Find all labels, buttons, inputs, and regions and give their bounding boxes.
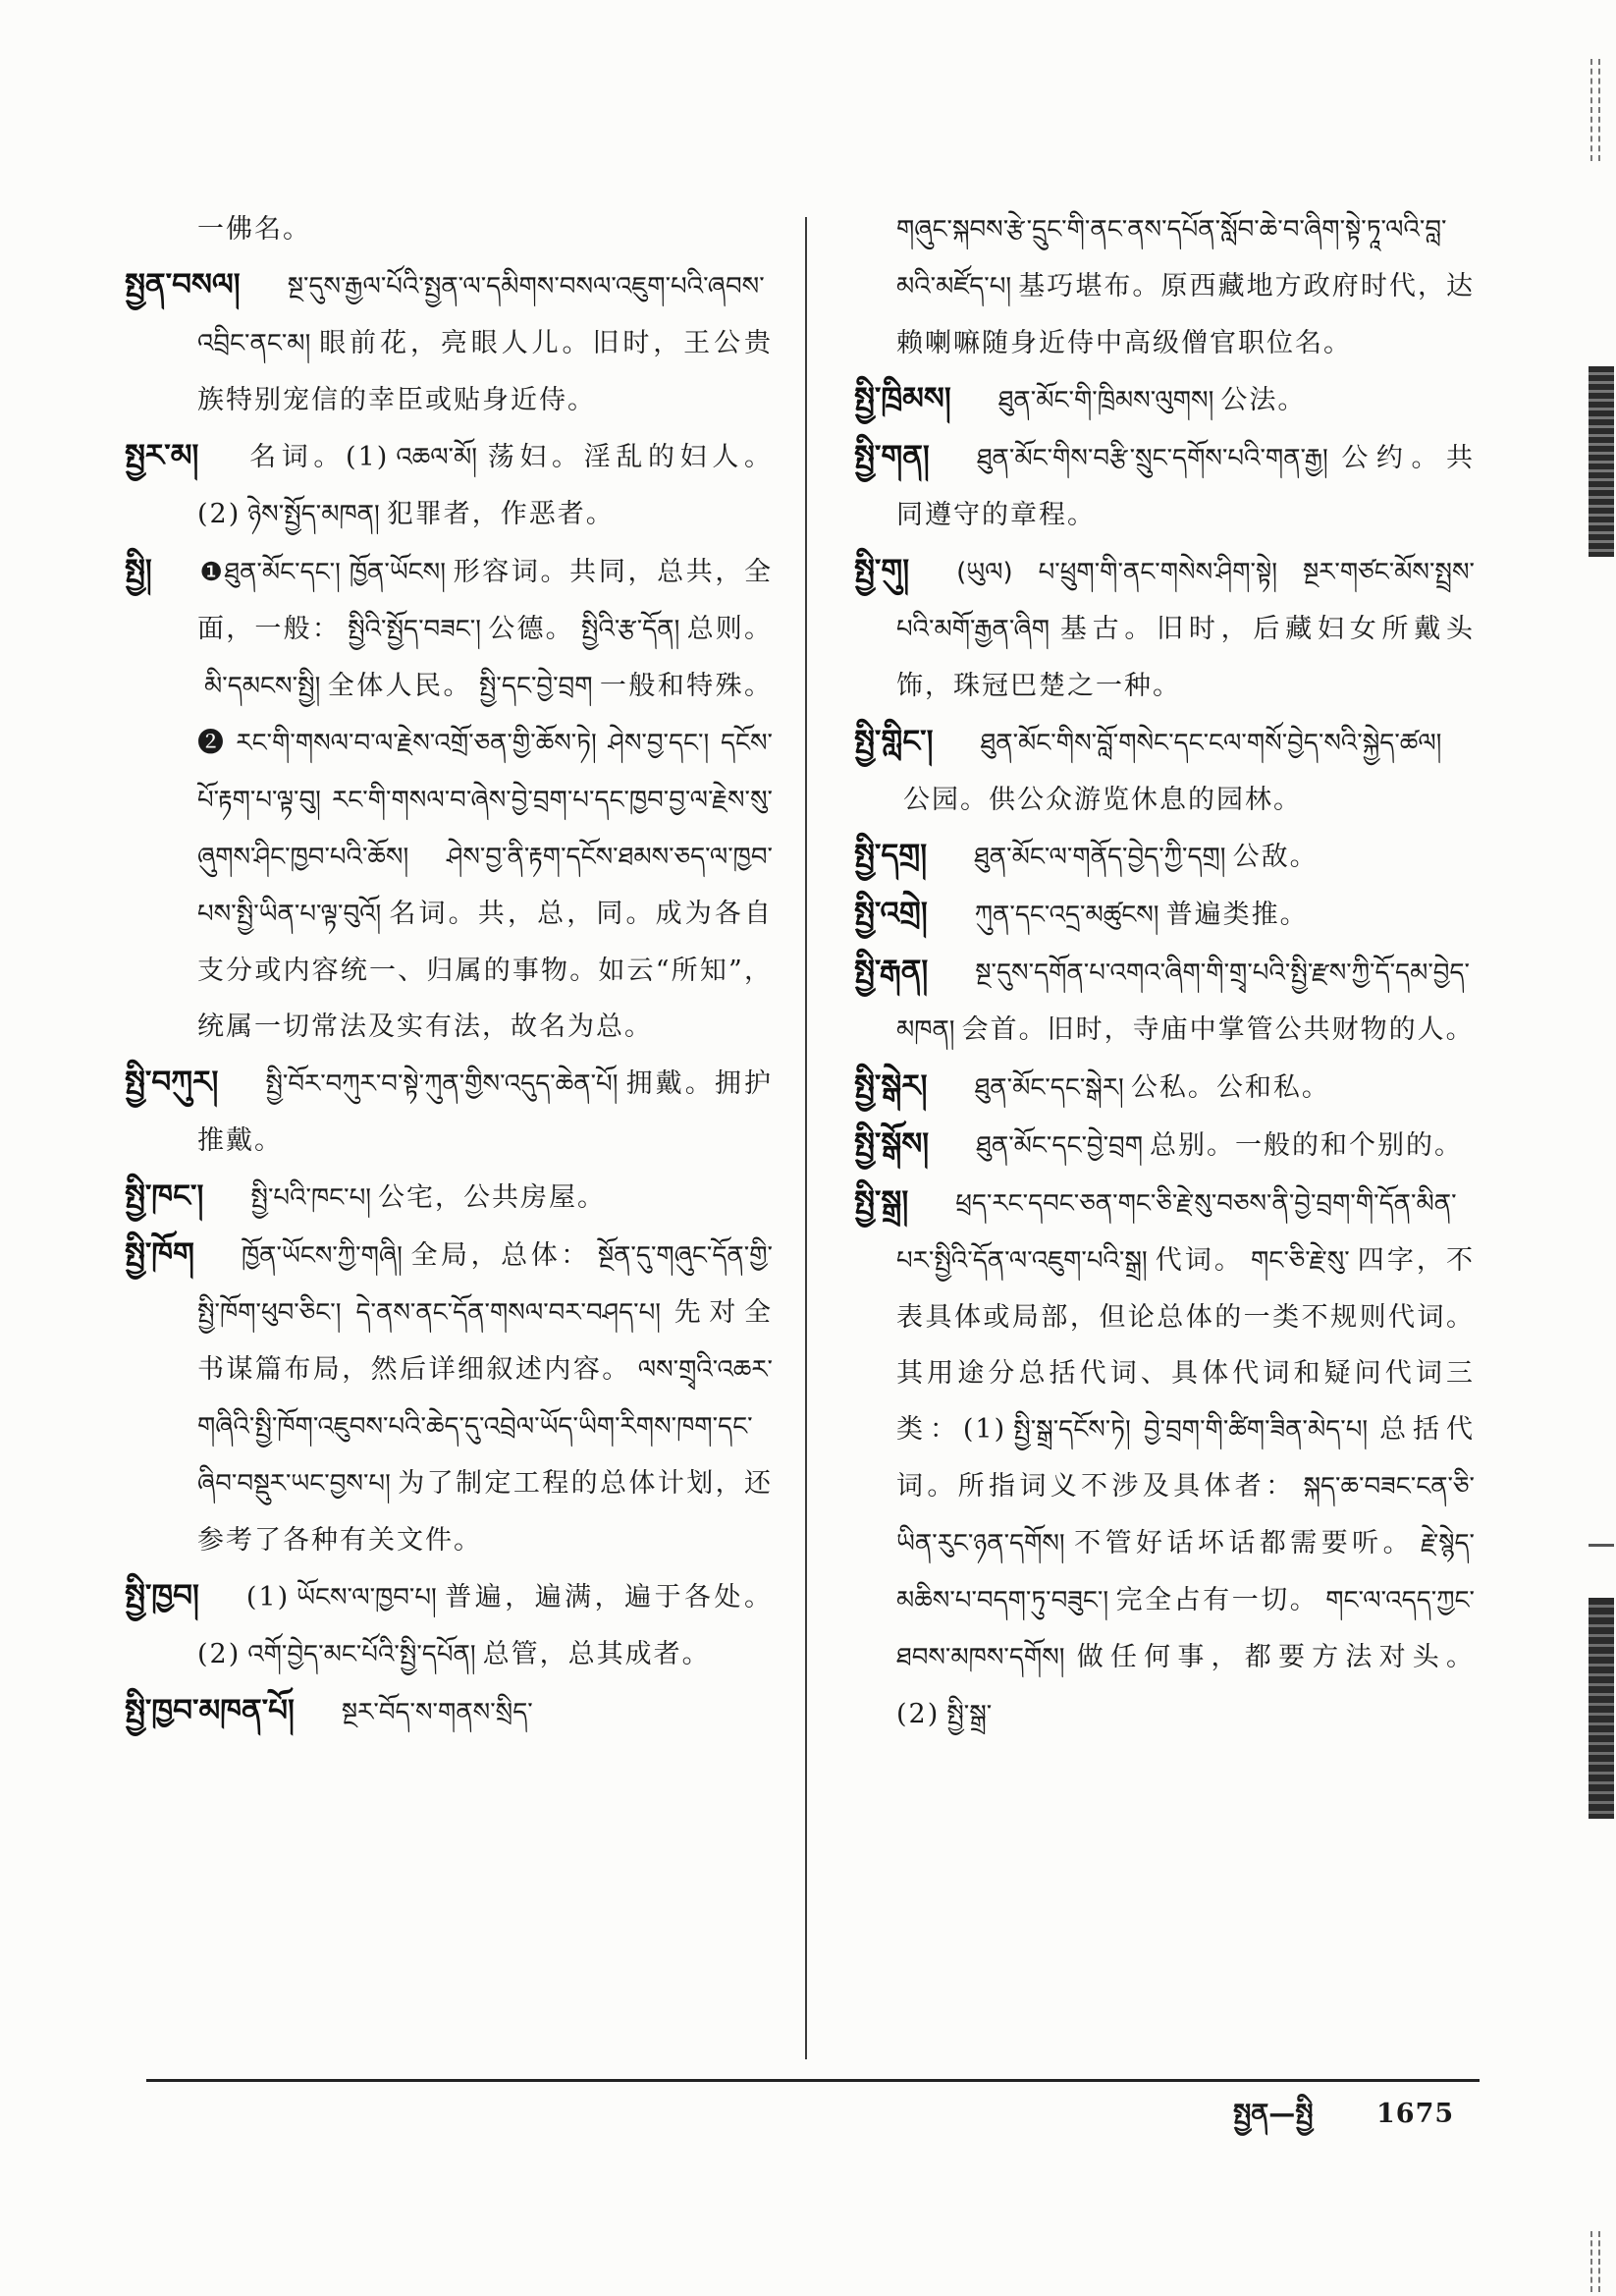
footer-rule [146,2079,1480,2082]
chinese-text: 做任何事，都要方法对头。(2) [896,1642,1475,1729]
chinese-text: 名词。共，总，同。成为各自支分或内容统一、归属的事物。如云“所知”，统属一切常法及实有法，故名为总。 [197,899,773,1042]
headword: སྤྱི་བཀུར། [125,1065,219,1100]
chinese-text: (1) [245,1582,291,1613]
chinese-text: 公园。供公众游览休息的园林。 [903,785,1302,815]
chinese-text: 公法。 [1220,385,1307,415]
headword: སྤྱི། [125,553,152,588]
tibetan-text: སྤྱིའི་སྤྱོད་བཟང་། [348,615,482,644]
tibetan-text: སྤྱི་པའི་ཁང་པ། [250,1183,372,1213]
scan-edge-mark [1590,2231,1600,2292]
scan-edge-mark [1589,366,1614,557]
headword: སྤྱི་སྒེར། [854,1068,928,1104]
tibetan-text: སྔ་དུས་རྒྱལ་པོའི་སྤྱན་ལ་དམིགས་བསལ་འཇུག་པའི་ཞབས་འབྲིང་ནང་མ། [197,272,765,358]
left-column [125,201,773,2062]
dictionary-entry [125,543,773,1055]
scan-edge-mark [1589,1544,1614,1547]
entry-continuation [125,201,773,257]
chinese-text: 代词。 [1154,1245,1244,1276]
sense-number: ❶ [198,558,224,587]
tibetan-text: འགོ་བྱེད་མང་པོའི་སྤྱི་དཔོན། [247,1640,476,1669]
chinese-text: 四字，不表具体或局部，但论总体的一类不规则代词。其用途分总括代词、具体代词和疑问代词三类：(1) [896,1245,1475,1445]
guide-words: སྤྱན—སྤྱི [1233,2099,1314,2129]
dictionary-entry [854,1059,1475,1117]
dictionary-entry [125,1568,773,1683]
dictionary-entry [854,543,1475,714]
tibetan-text: ཐུན་མོང་གིས་བློ་གསེང་དང་ངལ་གསོ་བྱེད་སའི་སྐྱེད་ཚལ། [980,729,1442,758]
chinese-text: 公敌。 [1232,842,1319,872]
tibetan-text: ཐུན་མོང་གི་ཁྲིམས་ལུགས། [997,386,1214,415]
scan-edge-mark [1590,59,1600,161]
tibetan-text: གང་ཅི་རྗེ་སུ་ [1251,1246,1350,1276]
tibetan-text: ཐུན་མོང་གིས་བརྩི་སྲུང་དགོས་པའི་གན་རྒྱ། [976,444,1328,473]
chinese-text: 公约。共同遵守的章程。 [896,443,1475,530]
chinese-text: 公私。公和私。 [1130,1072,1330,1103]
chinese-text: 普遍类推。 [1165,900,1309,930]
chinese-text: 名词。(1) [245,442,390,472]
headword: སྤྱི་དགྲ། [854,838,928,873]
dictionary-entry [854,886,1475,944]
tibetan-text: སྤྱི་སྒྲ་ [946,1700,993,1729]
tibetan-text: རང་གི་གསལ་བ་ལ་རྗེས་འགྲོ་ཅན་གྱི་ཆོས་ཏེ། ཤེས་བྱ་དང་། དངོས་པོ་རྟག་པ་ལྟ་བུ། རང་གི་གསལ་བ་ཞེས་བྱེ་བྲག་པ་དང་ཁྱབ་བྱ་ལ་རྗེས་སུ་ཞུགས་ཤིང་ཁྱབ་པའི་ཆོས། ཤེས་བྱ་ནི་རྟག་དངོས་ཐམས་ཅད་ལ་ཁྱབ་པས་སྤྱི་ཡིན་པ་ལྟ་བུའོ། [197,729,773,929]
headword: སྤྱི་ཁྱབ་མཁན་པོ། [125,1693,295,1728]
tibetan-text: སྤྱི་དང་བྱེ་བྲག [478,672,593,701]
chinese-text: 总别。一般的和个别的。 [1150,1130,1464,1161]
chinese-text: 普遍，遍满，遍于各处。(2) [197,1582,773,1669]
chinese-text: 一佛名。 [197,214,311,245]
tibetan-text: ཡོངས་ལ་ཁྱབ་པ། [296,1583,437,1613]
dictionary-entry [125,257,773,428]
chinese-text: 基巧堪布。原西藏地方政府时代，达赖喇嘛随身近侍中高级僧官职位名。 [896,271,1475,358]
chinese-text: 基古。旧时，后藏妇女所戴头饰，珠冠巴楚之一种。 [896,614,1475,701]
tibetan-text: གཞུང་སྐབས་རྩེ་དྲུང་གི་ནང་ནས་དཔོན་སློབ་ཆེ་བ་ཞིག་སྟེ་ཏཱ་ལའི་བླ་མའི་མཛོད་པ། [896,215,1447,301]
chinese-text: 荡妇。淫乱的妇人。(2) [197,442,773,529]
chinese-text: 会首。旧时，寺庙中掌管公共财物的人。 [961,1014,1475,1045]
headword: སྤྱི་ཁྲིམས། [854,381,951,416]
dictionary-entry [125,1055,773,1169]
chinese-text: 拥戴。拥护推戴。 [197,1068,773,1156]
dictionary-entry [854,429,1475,543]
headword: སྤྱི་འགྲེ། [854,896,928,931]
headword: སྤྱི་རྒན། [854,954,929,989]
tibetan-text: ཉེས་སྤྱོད་མཁན། [247,500,380,529]
chinese-text: 先对全书谋篇布局，然后详细叙述内容。 [197,1297,773,1385]
dictionary-entry [854,828,1475,886]
dictionary-entry [125,1683,773,1741]
headword: སྤྱི་ཁོག [125,1236,194,1272]
scan-edge-mark [1589,1598,1614,1819]
tibetan-text: གང་ལ་འདད་ཀྱང་ཐབས་མཁས་དགོས། [896,1586,1475,1672]
tibetan-text: ཐུན་མོང་དང་སྒེར། [974,1073,1124,1103]
headword: སྤྱི་གན། [854,439,930,474]
tibetan-text: ཕྲད་རང་དབང་ཅན་གང་ཅི་རྗེ་སུ་བཅས་ནི་བྱེ་བྲག་གི་དོན་མིན་པར་སྤྱིའི་དོན་ལ་འཇུག་པའི་སྒྲ། [896,1189,1457,1276]
chinese-text: 公德。 [488,614,574,644]
chinese-text: 总括代词。所指词义不涉及具体者： [896,1414,1475,1502]
tibetan-text: སྔ་དུས་དགོན་པ་འགའ་ཞིག་གི་གྲྭ་པའི་སྤྱི་རྫས་ཀྱི་དོ་དམ་བྱེད་མཁན། [896,958,1470,1045]
tibetan-text: སྤྱི་སྒྲ་དངོས་ཏེ། བྱེ་བྲག་གི་ཚིག་ཟིན་མེད་པ། [1013,1415,1369,1445]
chinese-text: 完全占有一切。 [1115,1585,1320,1615]
headword: སྤྱི་སྒོས། [854,1126,930,1162]
chinese-text: 眼前花，亮眼人儿。旧时，王公贵族特别宠信的幸臣或贴身近侍。 [197,328,773,415]
dictionary-entry [854,1117,1475,1175]
headword: སྤྱན་བསལ། [125,267,241,302]
entry-continuation [854,201,1475,371]
chinese-text: 不管好话坏话都需要听。 [1071,1528,1415,1558]
tibetan-text: ཁྱོན་ཡོངས་ཀྱི་གཞི། [241,1241,403,1271]
dictionary-entry [854,944,1475,1059]
tibetan-text: སྔར་བོད་ས་གནས་སྲིད་ [341,1698,533,1727]
chinese-text: 总管，总其成者。 [482,1639,711,1669]
tibetan-text: རྗེ་སྙེད་མཆིས་པ་བདག་ཏུ་བཟུང་། [896,1529,1475,1615]
headword: སྤྱི་ཁྱབ། [125,1578,199,1613]
headword: སྤྱི་གླིང་། [854,724,934,759]
tibetan-text: སྤྱིའི་རྩ་དོན། [580,615,680,644]
page-number: 1675 [1376,2099,1455,2129]
tibetan-text: ཐུན་མོང་དང་། ཁྱོན་ཡོངས། [224,558,446,587]
headword: སྤྱི་ཁང་། [125,1178,204,1214]
right-column [854,201,1475,2062]
tibetan-text: ཀུན་དང་འདྲ་མཚུངས། [974,901,1159,930]
chinese-text: 一般和特殊。❷ [197,671,773,758]
dictionary-entry [125,1169,773,1227]
chinese-text: 为了制定工程的总体计划，还参考了各种有关文件。 [197,1468,773,1556]
tibetan-text: ཐུན་མོང་དང་བྱེ་བྲག [976,1131,1144,1161]
chinese-text: 形容词。共同，总共，全面，一般： [197,557,773,644]
headword: སྤྱི་སྒྲ། [854,1184,909,1220]
chinese-text: 全体人民。 [327,671,472,701]
tibetan-text: ལས་གྲྭའི་འཆར་གཞིའི་སྤྱི་ཁོག་འཇུབས་པའི་ཆེད་དུ་འབྲེལ་ཡོད་ཡིག་རིགས་ཁག་དང་ཞིབ་བསྡུར་ཡང་བྱས་པ། [197,1355,773,1499]
tibetan-text: མི་དམངས་སྤྱི། [204,672,321,701]
chinese-text: 全局，总体： [408,1240,591,1271]
headword: སྤྱར་མ། [125,438,199,473]
headword: སྤྱི་གུ། [854,553,910,588]
dictionary-entry [125,1227,773,1568]
tibetan-text: ཐུན་མོང་ལ་གནོད་བྱེད་ཀྱི་དགྲ། [974,843,1226,872]
tibetan-text: འཆལ་མོ། [396,443,478,472]
chinese-text: 犯罪者，作恶者。 [386,499,615,529]
chinese-text: 公宅，公共房屋。 [378,1182,607,1213]
tibetan-text: སྤྱི་བོར་བཀུར་བ་སྟེ་ཀུན་གྱིས་འདུད་ཆེན་པོ། [265,1069,619,1099]
column-divider [805,217,807,2059]
tibetan-text: (ཡུལ) པ་ཕྲུག་གི་ནང་གསེས་ཤིག་སྟེ། སྔར་གཙང་མོས་སྤྲས་པའི་མགོ་རྒྱན་ཞིག [896,558,1475,644]
dictionary-entry [854,1175,1475,1743]
tibetan-text: སྐད་ཆ་བཟང་ངན་ཅི་ཡིན་རུང་ཉན་དགོས། [896,1472,1475,1558]
dictionary-entry [854,714,1475,828]
dictionary-entry [854,371,1475,429]
dictionary-entry [125,428,773,543]
chinese-text: 总则。 [686,614,773,644]
tibetan-text: སྔོན་དུ་གཞུང་དོན་གྱི་སྤྱི་ཁོག་ཕུབ་ཅིང་། དེ་ནས་ནང་དོན་གསལ་བར་བཤད་པ། [197,1241,773,1328]
